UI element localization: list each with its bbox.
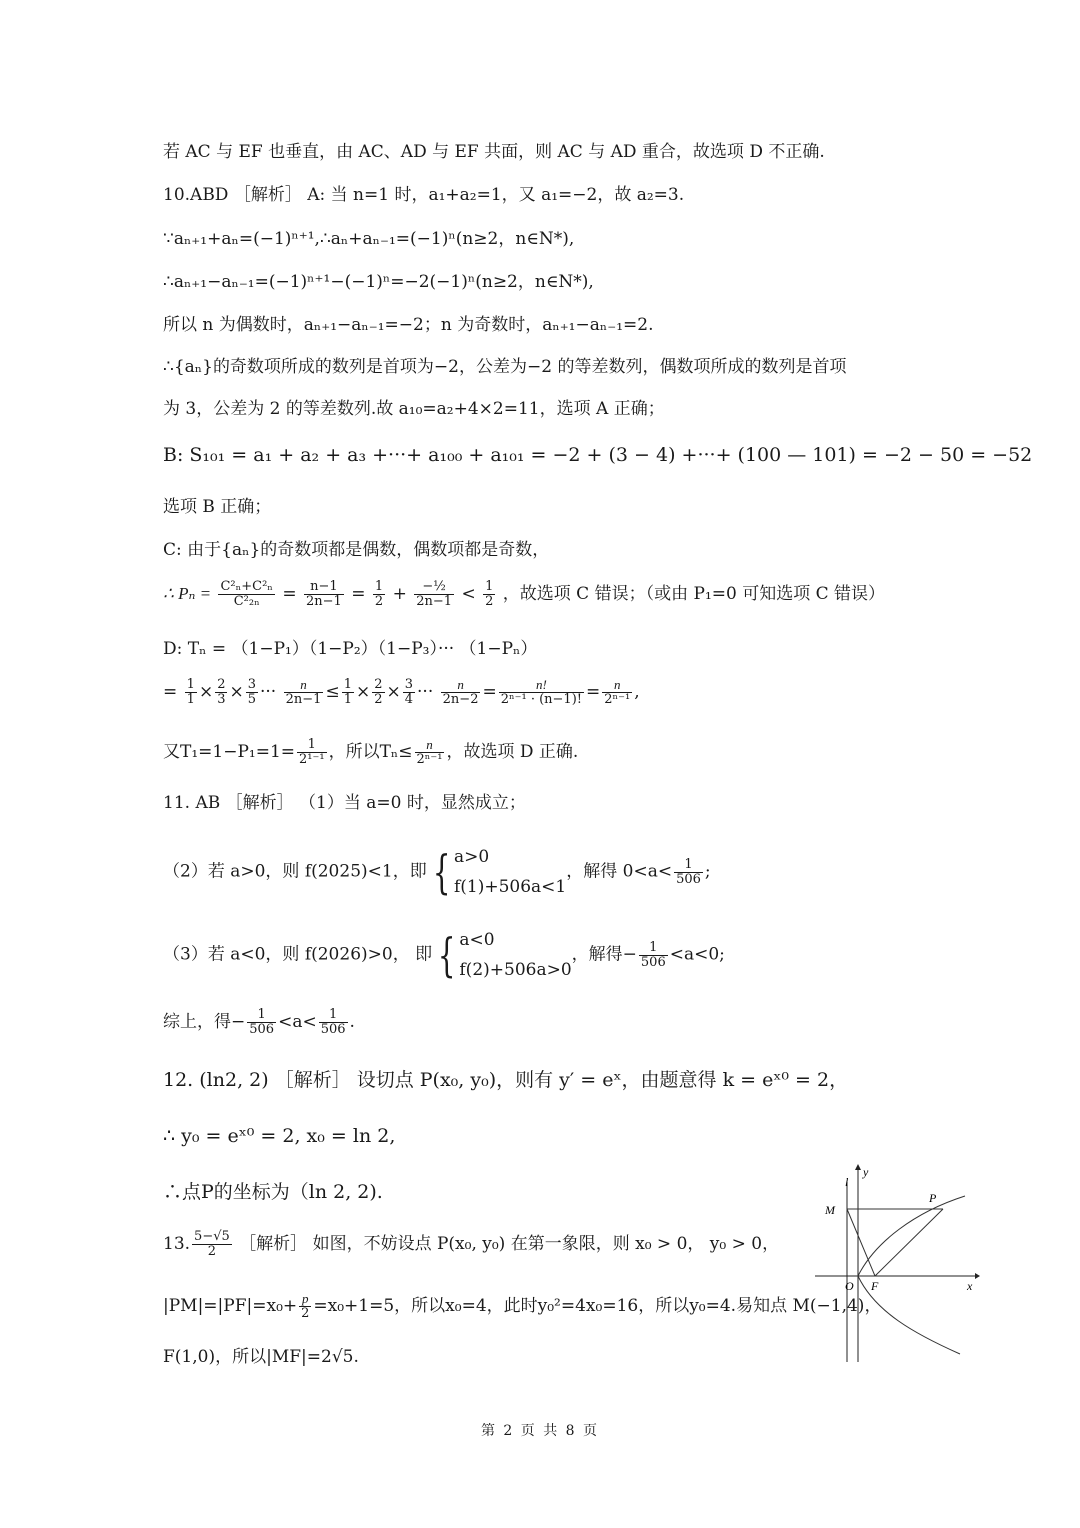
pn-frac-2: $\frac{1}{2}$: [374, 579, 384, 609]
label-o: O: [845, 1279, 854, 1293]
q10-d-line: D: Tₙ = （1−P₁）（1−P₂）（1−P₃）··· （1−Pₙ）: [163, 639, 538, 659]
pn-frac-1: $\frac{n-1}{2n-1}$: [306, 579, 342, 609]
q11-summary: 综上，得− $\frac{1}{506}$ <a< $\frac{1}{506}$ .: [163, 1007, 355, 1037]
page-footer: 第 2 页 共 8 页: [480, 1423, 600, 1439]
label-x: x: [967, 1279, 973, 1293]
q12-header: 12. (ln2, 2) ［解析］ 设切点 P(x₀, y₀)，则有 y′ = eˣ，由题意得 k = eˣ⁰ = 2，: [163, 1069, 849, 1091]
pn-frac-c: $\frac{\text{C²ₙ+C²ₙ}}{\text{C²₂ₙ}}$: [220, 579, 273, 609]
q10-d-product: = $\frac{1}{1}$ × $\frac{2}{3}$ × $\frac{3}{5}$ ··· $\frac{n}{2n-1}$ ≤ $\frac{1}{1}$ × $\frac{2}{2}$ × $\frac{3}{4}$ ··· $\frac{n}{2n-2}$ = $\frac{n!}{\text{2ⁿ⁻¹ · (n−1)!}}$ = $\frac{n}{\text{2ⁿ⁻¹}}$ ,: [163, 677, 640, 707]
pn-lhs: ∴ Pₙ =: [163, 584, 212, 603]
q10-d-conclusion: 又T₁=1−P₁=1= $\frac{1}{\text{2¹⁻¹}}$ ，所以Tₙ≤ $\frac{n}{\text{2ⁿ⁻¹}}$ ，故选项 D 正确.: [163, 737, 579, 767]
q10-line-5: ∴{aₙ}的奇数项所成的数列是首项为−2，公差为−2 的等差数列，偶数项所成的数列是首项: [163, 357, 847, 377]
q13-header: 13. $\frac{5-√5}{2}$ ［解析］ 如图，不妨设点 P(x₀, y₀) 在第一象限，则 x₀ > 0， y₀ > 0，: [163, 1229, 780, 1259]
text-line-1: 若 AC 与 EF 也垂直，由 AC、AD 与 EF 共面，则 AC 与 AD 重合，故选项 D 不正确.: [163, 142, 825, 162]
segment-mf: [847, 1209, 875, 1276]
q10-line-6: 为 3，公差为 2 的等差数列.故 a₁₀=a₂+4×2=11，选项 A 正确；: [163, 399, 665, 419]
q10-c-line: C: 由于{aₙ}的奇数项都是偶数，偶数项都是奇数，: [163, 540, 550, 560]
q13-line-2: |PM|=|PF|=x₀+ $\frac{p}{2}$ =x₀+1=5，所以x₀=4，此时y₀²=4x₀=16，所以y₀=4.易知点 M(−1,4)，: [163, 1291, 882, 1321]
label-f: F: [871, 1279, 879, 1293]
q11-case-3: （3）若 a<0，则 f(2026)>0， 即 { a<0 f(2)+506a>0 ，解得− $\frac{1}{506}$ <a<0;: [163, 928, 725, 982]
pn-frac-3: $\frac{\text{−½}}{2n-1}$: [416, 579, 453, 609]
q11-header: 11. AB ［解析］ （1）当 a=0 时，显然成立；: [163, 793, 526, 813]
q12-line-3: ∴点P的坐标为（ln 2, 2).: [163, 1181, 383, 1203]
parabola-figure: [815, 1162, 980, 1367]
label-m: M: [825, 1203, 835, 1217]
q10-b-correct: 选项 B 正确；: [163, 497, 272, 517]
q10-c-pn: ∴ Pₙ = $\frac{\text{C²ₙ+C²ₙ}}{\text{C²₂ₙ}}$ = $\frac{n-1}{2n-1}$ = $\frac{1}{2}$ + $\frac{\text{−½}}{2n-1}$ < $\frac{1}{2}$ ，故选项 C 错误；（或由 P₁=0 可知选项 C 错误）: [163, 579, 886, 609]
q10-header: 10.ABD ［解析］ A: 当 n=1 时，a₁+a₂=1，又 a₁=−2，故 a₂=3.: [163, 185, 685, 205]
label-p: P: [929, 1191, 937, 1205]
q13-line-3: F(1,0)，所以|MF|=2√5.: [163, 1347, 359, 1367]
label-y: y: [863, 1165, 869, 1179]
q10-b-sum: B: S₁₀₁ = a₁ + a₂ + a₃ +···+ a₁₀₀ + a₁₀₁ = −2 + (3 − 4) +···+ (100 — 101) = −2 − 50 = −52: [163, 444, 1033, 466]
segment-pf: [875, 1209, 943, 1276]
label-l: l: [845, 1175, 849, 1189]
q11-case-2: （2）若 a>0，则 f(2025)<1，即 { a>0 f(1)+506a<1 ，解得 0<a< $\frac{1}{506}$ ;: [163, 845, 711, 899]
q10-line-2: ∵aₙ₊₁+aₙ=(−1)ⁿ⁺¹,∴aₙ+aₙ₋₁=(−1)ⁿ(n≥2，n∈N*),: [163, 229, 575, 249]
q12-line-2: ∴ y₀ = eˣ⁰ = 2, x₀ = ln 2,: [163, 1125, 396, 1147]
q10-line-3: ∴aₙ₊₁−aₙ₋₁=(−1)ⁿ⁺¹−(−1)ⁿ=−2(−1)ⁿ(n≥2，n∈N*),: [163, 272, 594, 292]
pn-frac-4: $\frac{1}{2}$: [485, 579, 494, 609]
q10-line-4: 所以 n 为偶数时，aₙ₊₁−aₙ₋₁=−2；n 为奇数时，aₙ₊₁−aₙ₋₁=2.: [163, 315, 654, 335]
